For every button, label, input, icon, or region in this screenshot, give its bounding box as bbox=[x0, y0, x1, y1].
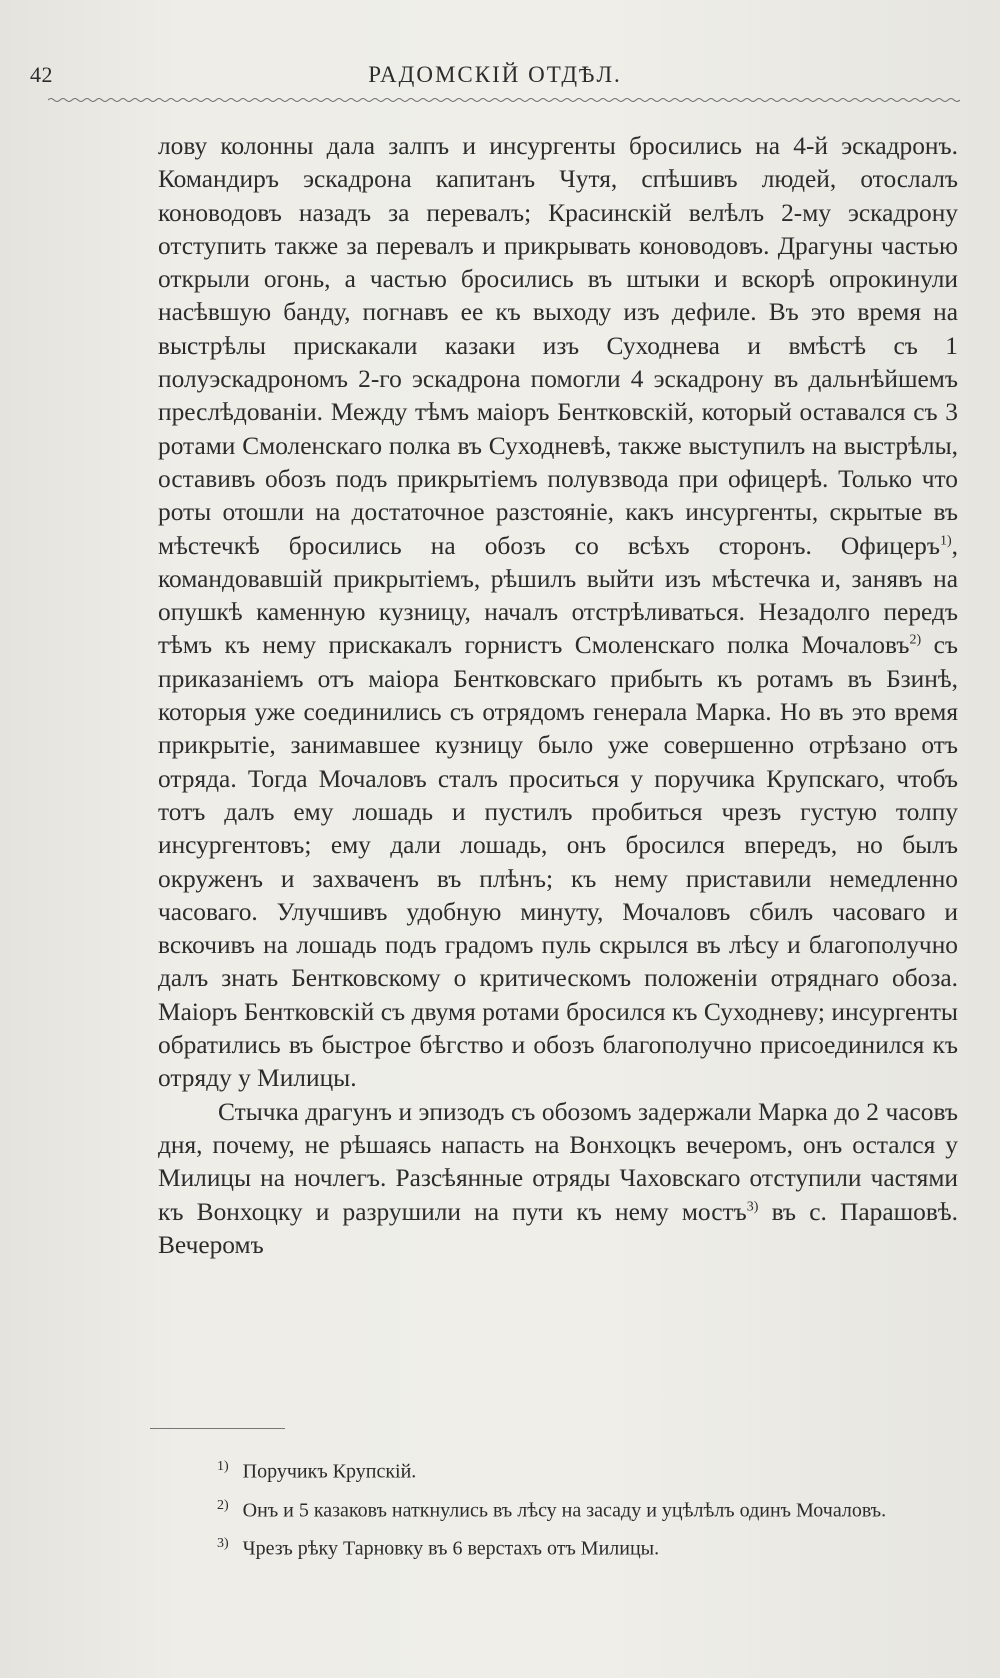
footnote-3-mark: 3) bbox=[217, 1536, 229, 1552]
paragraph-2-part-b: въ с. Парашовѣ. Вечеромъ bbox=[158, 1197, 958, 1259]
footnote-2 bbox=[145, 1491, 960, 1526]
header-wavy-rule bbox=[48, 96, 960, 104]
paragraph-1-part-b: , командовавшій прикрытіемъ, рѣшилъ выйти изъ мѣстечка и, занявъ на опушкѣ каменную кузницу, началъ отстрѣливаться. Незадолго передъ тѣмъ къ нему прискакалъ горнистъ Смоленскаго полка Мочаловъ bbox=[158, 531, 958, 660]
footnote-ref-3: 3) bbox=[746, 1199, 759, 1215]
page-number: 42 bbox=[30, 62, 53, 87]
footnote-3 bbox=[145, 1529, 960, 1564]
footnote-2-text: Онъ и 5 казаковъ наткнулись въ лѣсу на засаду и уцѣлѣлъ одинъ Мочаловъ. bbox=[242, 1499, 887, 1522]
paragraph-2-part-a: Стычка драгунъ и эпизодъ съ обозомъ задержали Марка до 2 часовъ дня, почему, не рѣшаясь напасть на Вонхоцкъ вечеромъ, онъ остался у Милицы на ночлегъ. Разсѣянные отряды Чаховскаго отступили частями къ Вонхоцку и разрушили на пути къ нему мостъ bbox=[158, 1097, 958, 1226]
paragraph-2 bbox=[158, 1096, 958, 1262]
footnote-2-mark: 2) bbox=[217, 1497, 229, 1513]
footnote-ref-2: 2) bbox=[909, 632, 922, 648]
paragraph-1 bbox=[158, 130, 958, 1096]
main-text bbox=[158, 130, 958, 1262]
page-header bbox=[30, 58, 960, 98]
footnote-1-mark: 1) bbox=[217, 1459, 229, 1474]
footnotes bbox=[145, 1452, 960, 1568]
footnote-3-text: Чрезъ рѣку Тарновку въ 6 верстахъ отъ Милицы. bbox=[242, 1537, 660, 1560]
footnote-ref-1: 1) bbox=[939, 533, 952, 549]
paragraph-1-part-a: лову колонны дала залпъ и инсургенты бросились на 4-й эскадронъ. Командиръ эскадрона капитанъ Чутя, спѣшивъ людей, отослалъ коноводовъ назадъ за перевалъ; Красинскій велѣлъ 2-му эскадрону отступить также за перевалъ и прикрывать коноводовъ. Драгуны частью открыли огонь, а частью бросились въ штыки и вскорѣ опрокинули насѣвшую банду, погнавъ ее къ выходу изъ дефиле. Въ это время на выстрѣлы прискакали казаки изъ Суходнева и вмѣстѣ съ 1 полуэскадрономъ 2-го эскадрона помогли 4 эскадрону въ дальнѣйшемъ преслѣдованіи. Между тѣмъ маіоръ Бентковскій, который оставался съ 3 ротами Смоленскаго полка въ Суходневѣ, также выступилъ на выстрѣлы, оставивъ обозъ подъ прикрытіемъ полувзвода при офицерѣ. Только что роты отошли на достаточное разстояніе, какъ инсургенты, скрытые въ мѣстечкѣ бросились на обозъ со всѣхъ сторонъ. Офицеръ bbox=[158, 132, 958, 560]
footnote-separator bbox=[150, 1428, 285, 1429]
paragraph-1-part-c: съ приказаніемъ отъ маіора Бентковскаго прибыть къ ротамъ въ Бзинѣ, которыя уже соединились съ отрядомъ генерала Марка. Но въ это время прикрытіе, занимавшее кузницу было уже совершенно отрѣзано отъ отряда. Тогда Мочаловъ сталъ проситься у поручика Крупскаго, чтобъ тотъ далъ ему лошадь и пустилъ пробиться чрезъ густую толпу инсургентовъ; ему дали лошадь, онъ бросился впередъ, но былъ окруженъ и захваченъ въ плѣнъ; къ нему приставили немедленно часоваго. Улучшивъ удобную минуту, Мочаловъ сбилъ часоваго и вскочивъ на лошадь подъ градомъ пуль скрылся въ лѣсу и благополучно далъ знать Бентковскому о критическомъ положеніи отряднаго обоза. Маіоръ Бентковскій съ двумя ротами бросился къ Суходневу; инсургенты обратились въ быстрое бѣгство и обозъ благополучно присоединился къ отряду у Милицы. bbox=[158, 631, 958, 1093]
running-head: РАДОМСКІЙ ОТДѢЛ. bbox=[368, 62, 622, 87]
footnote-1-text: Поручикъ Крупскій. bbox=[242, 1460, 417, 1483]
footnote-1 bbox=[145, 1452, 960, 1487]
